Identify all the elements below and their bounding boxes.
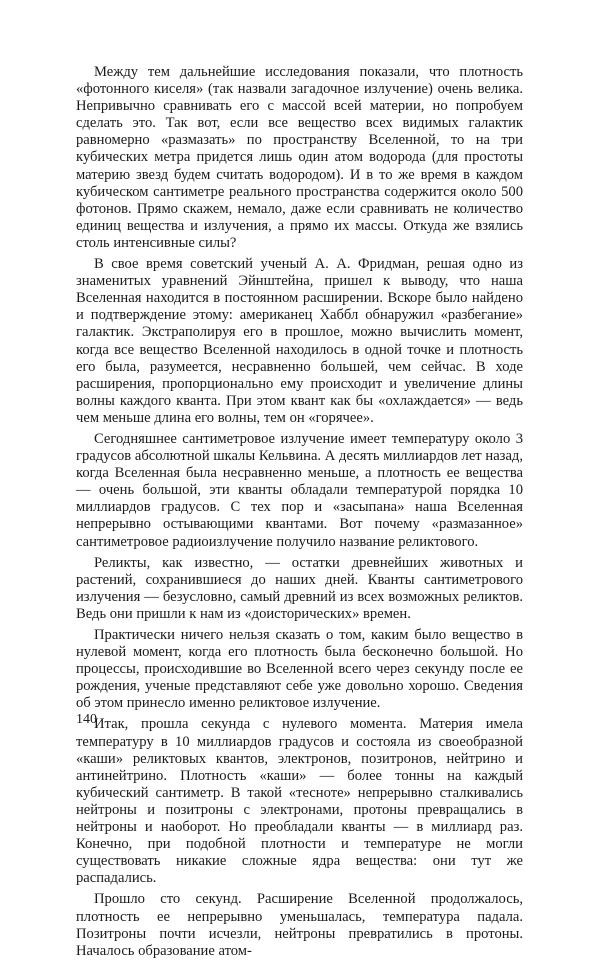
- page-body: [76, 64, 523, 964]
- paragraph-1: Между тем дальнейшие исследования показали, что плотность «фотонного киселя» (так назвали загадочное излучение) очень велика. Непривычно сравнивать его с массой всей материи, но попробуем сделать это. Так вот, если все вещество всех видимых галактик равномерно «размазать» по пространству Вселенной, то на три кубических метра придется лишь один атом водорода (для простоты материю звезд будем считать водородом). И в то же время в каждом кубическом сантиметре реального пространства содержится около 500 фотонов. Прямо скажем, немало, даже если сравнивать не количество единиц вещества и излучения, а прямо их массы. Откуда же взялись столь интенсивные силы?: [76, 64, 523, 251]
- paragraph-2: В свое время советский ученый А. А. Фридман, решая одно из знаменитых уравнений Эйнштейна, пришел к выводу, что наша Вселенная находится в постоянном расширении. Вскоре было найдено и подтверждение этому: американец Хаббл обнаружил «разбегание» галактик. Экстраполируя его в прошлое, можно вычислить момент, когда все вещество Вселенной находилось в одной точке и плотность его была, разумеется, несравненно большей, чем сейчас. В ходе расширения, пропорционально ему происходит и увеличение длины волны каждого кванта. При этом квант как бы «охлаждается» — ведь чем меньше длина его волны, тем он «горячее».: [76, 256, 523, 426]
- paragraph-7: Прошло сто секунд. Расширение Вселенной продолжалось, плотность ее непрерывно уменьшалась, температура падала. Позитроны почти исчезли, нейтроны превратились в протоны. Началось образование атом-: [76, 891, 523, 959]
- page-number: 140: [76, 712, 97, 727]
- paragraph-4: Реликты, как известно, — остатки древнейших животных и растений, сохранившиеся до наших дней. Кванты сантиметрового излучения — безусловно, самый древний из всех возможных реликтов. Ведь они пришли к нам из «доисторических» времен.: [76, 554, 523, 622]
- paragraph-6: Итак, прошла секунда с нулевого момента. Материя имела температуру в 10 миллиардов градусов и состояла из своеобразной «каши» реликтовых квантов, электронов, позитронов, нейтрино и антинейтрино. Плотность «каши» — более тонны на каждый кубический сантиметр. В такой «тесноте» непрерывно сталкивались нейтроны и позитроны с электронами, протоны превращались в нейтроны и наоборот. Но преобладали кванты — в миллиард раз. Конечно, при подобной плотности и температуре не могли существовать никакие сложные ядра вещества: они тут же распадались.: [76, 716, 523, 887]
- paragraph-3: Сегодняшнее сантиметровое излучение имеет температуру около 3 градусов абсолютной шкалы Кельвина. А десять миллиардов лет назад, когда Вселенная была несравненно меньше, а плотность ее вещества — очень большой, эти кванты обладали температурой порядка 10 миллиардов градусов. С тех пор и «засыпана» наша Вселенная непрерывно остывающими квантами. Вот почему «размазанное» сантиметровое радиоизлучение получило название реликтового.: [76, 430, 523, 550]
- paragraph-5: Практически ничего нельзя сказать о том, каким было вещество в нулевой момент, когда его плотность была бесконечно большой. Но процессы, происходившие во Вселенной всего через секунду после ее рождения, ученые представляют себе уже довольно хорошо. Сведения об этом принесло именно реликтовое излучение.: [76, 627, 523, 712]
